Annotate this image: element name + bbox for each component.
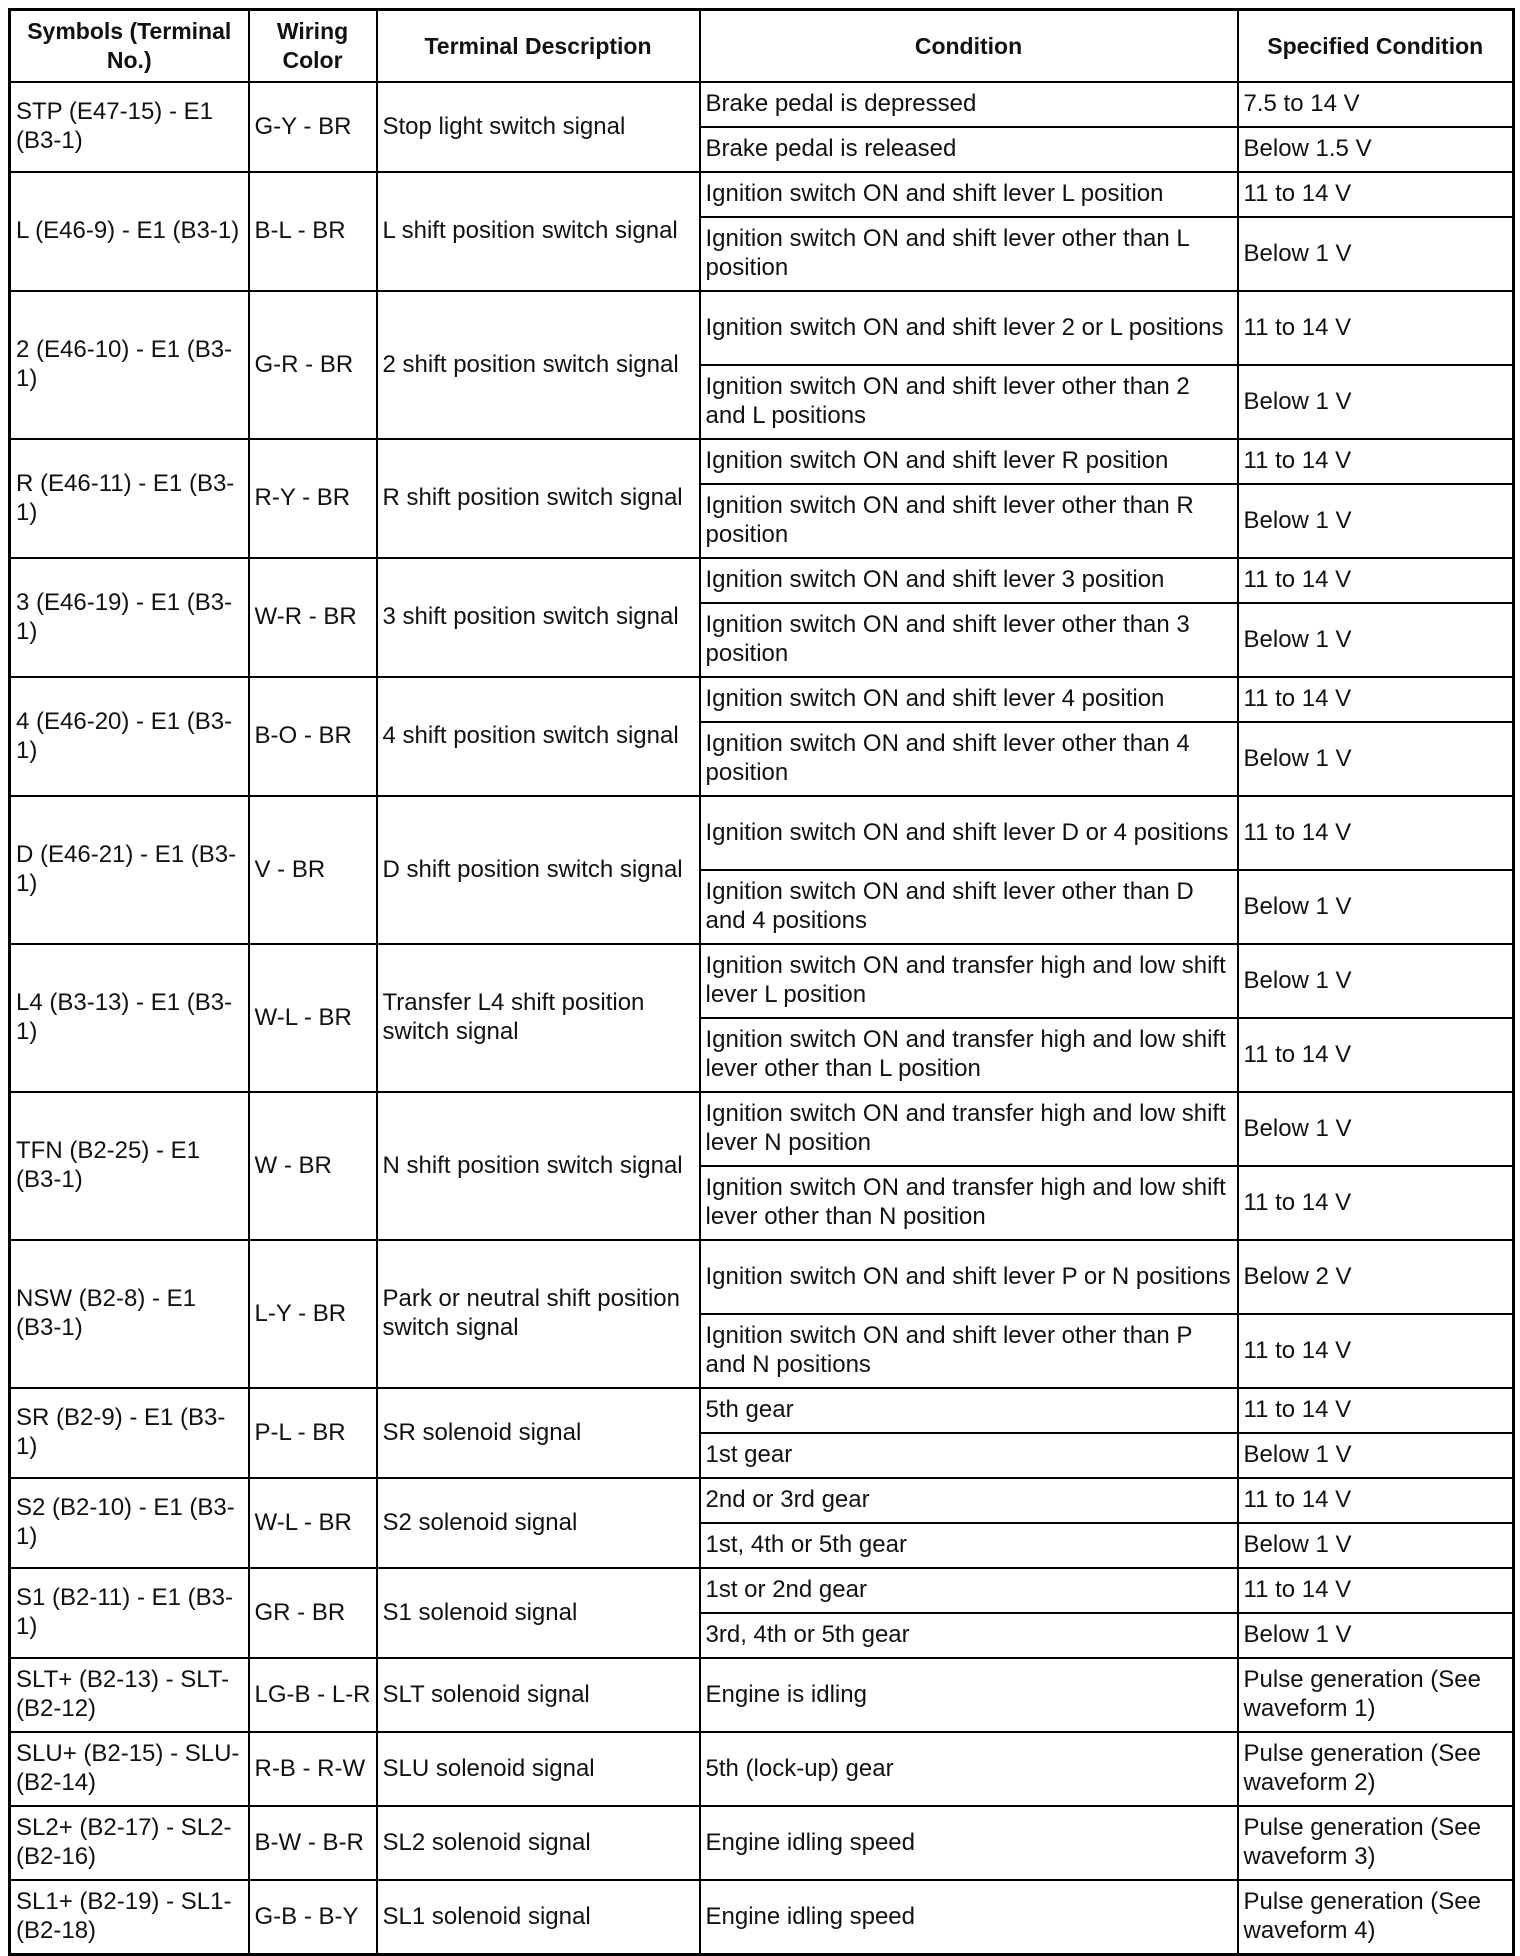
terminal-symbol-cell: D (E46-21) - E1 (B3-1) — [10, 796, 249, 944]
condition-cell: Ignition switch ON and shift lever 4 position — [700, 677, 1238, 722]
condition-cell: Ignition switch ON and shift lever 3 position — [700, 558, 1238, 603]
wiring-color-cell: G-B - B-Y — [249, 1880, 377, 1955]
wiring-color-cell: W-L - BR — [249, 944, 377, 1092]
specified-condition-cell: Below 1 V — [1238, 217, 1514, 291]
specified-condition-cell: Below 1 V — [1238, 944, 1514, 1018]
specified-condition-cell: 11 to 14 V — [1238, 796, 1514, 870]
terminal-table — [8, 8, 1515, 1956]
header-condition: Condition — [700, 10, 1238, 83]
terminal-symbol-cell: NSW (B2-8) - E1 (B3-1) — [10, 1240, 249, 1388]
terminal-symbol-cell: SLU+ (B2-15) - SLU- (B2-14) — [10, 1732, 249, 1806]
terminal-description-cell: L shift position switch signal — [377, 172, 700, 291]
condition-cell: Ignition switch ON and transfer high and low shift lever L position — [700, 944, 1238, 1018]
condition-cell: 1st gear — [700, 1433, 1238, 1478]
table-row — [10, 1880, 1514, 1955]
specified-condition-cell: Below 1 V — [1238, 484, 1514, 558]
terminal-symbol-cell: R (E46-11) - E1 (B3-1) — [10, 439, 249, 558]
table-row — [10, 1240, 1514, 1314]
table-row — [10, 1568, 1514, 1613]
wiring-color-cell: B-W - B-R — [249, 1806, 377, 1880]
condition-cell: Ignition switch ON and shift lever R position — [700, 439, 1238, 484]
terminal-description-cell: 4 shift position switch signal — [377, 677, 700, 796]
terminal-symbol-cell: SR (B2-9) - E1 (B3-1) — [10, 1388, 249, 1478]
condition-cell: Engine idling speed — [700, 1806, 1238, 1880]
terminal-symbol-cell: 3 (E46-19) - E1 (B3-1) — [10, 558, 249, 677]
specified-condition-cell: Below 1 V — [1238, 365, 1514, 439]
table-row — [10, 558, 1514, 603]
specified-condition-cell: 11 to 14 V — [1238, 558, 1514, 603]
terminal-description-cell: S2 solenoid signal — [377, 1478, 700, 1568]
table-row — [10, 677, 1514, 722]
terminal-symbol-cell: SLT+ (B2-13) - SLT- (B2-12) — [10, 1658, 249, 1732]
table-row — [10, 82, 1514, 127]
specified-condition-cell: Below 1 V — [1238, 1523, 1514, 1568]
wiring-color-cell: L-Y - BR — [249, 1240, 377, 1388]
specified-condition-cell: 11 to 14 V — [1238, 677, 1514, 722]
specified-condition-cell: Below 1 V — [1238, 603, 1514, 677]
wiring-color-cell: V - BR — [249, 796, 377, 944]
condition-cell: Ignition switch ON and shift lever other than 3 position — [700, 603, 1238, 677]
specified-condition-cell: Pulse generation (See waveform 1) — [1238, 1658, 1514, 1732]
terminal-description-cell: 2 shift position switch signal — [377, 291, 700, 439]
terminal-symbol-cell: S1 (B2-11) - E1 (B3-1) — [10, 1568, 249, 1658]
condition-cell: Ignition switch ON and shift lever other than 4 position — [700, 722, 1238, 796]
header-terminal-description: Terminal Description — [377, 10, 700, 83]
specified-condition-cell: Below 1 V — [1238, 1092, 1514, 1166]
table-row — [10, 796, 1514, 870]
table-row — [10, 1732, 1514, 1806]
condition-cell: Ignition switch ON and shift lever P or N positions — [700, 1240, 1238, 1314]
header-wiring-color: Wiring Color — [249, 10, 377, 83]
header-specified-condition: Specified Condition — [1238, 10, 1514, 83]
condition-cell: Ignition switch ON and transfer high and low shift lever other than N position — [700, 1166, 1238, 1240]
condition-cell: Engine is idling — [700, 1658, 1238, 1732]
table-body — [10, 82, 1514, 1955]
condition-cell: 5th gear — [700, 1388, 1238, 1433]
terminal-description-cell: SR solenoid signal — [377, 1388, 700, 1478]
specified-condition-cell: Below 1.5 V — [1238, 127, 1514, 172]
header-row — [10, 10, 1514, 83]
specified-condition-cell: Below 1 V — [1238, 870, 1514, 944]
condition-cell: Brake pedal is released — [700, 127, 1238, 172]
specified-condition-cell: Pulse generation (See waveform 4) — [1238, 1880, 1514, 1955]
terminal-symbol-cell: SL1+ (B2-19) - SL1- (B2-18) — [10, 1880, 249, 1955]
wiring-color-cell: LG-B - L-R — [249, 1658, 377, 1732]
condition-cell: Ignition switch ON and transfer high and low shift lever other than L position — [700, 1018, 1238, 1092]
specified-condition-cell: 11 to 14 V — [1238, 439, 1514, 484]
specified-condition-cell: Pulse generation (See waveform 2) — [1238, 1732, 1514, 1806]
terminal-description-cell: D shift position switch signal — [377, 796, 700, 944]
wiring-color-cell: R-B - R-W — [249, 1732, 377, 1806]
specified-condition-cell: Pulse generation (See waveform 3) — [1238, 1806, 1514, 1880]
wiring-color-cell: G-R - BR — [249, 291, 377, 439]
terminal-symbol-cell: 2 (E46-10) - E1 (B3-1) — [10, 291, 249, 439]
wiring-color-cell: W-R - BR — [249, 558, 377, 677]
terminal-description-cell: N shift position switch signal — [377, 1092, 700, 1240]
terminal-description-cell: SL2 solenoid signal — [377, 1806, 700, 1880]
condition-cell: Ignition switch ON and shift lever other than 2 and L positions — [700, 365, 1238, 439]
terminal-description-cell: SLT solenoid signal — [377, 1658, 700, 1732]
terminal-symbol-cell: S2 (B2-10) - E1 (B3-1) — [10, 1478, 249, 1568]
wiring-color-cell: R-Y - BR — [249, 439, 377, 558]
wiring-color-cell: P-L - BR — [249, 1388, 377, 1478]
terminal-description-cell: Transfer L4 shift position switch signal — [377, 944, 700, 1092]
terminal-description-cell: 3 shift position switch signal — [377, 558, 700, 677]
table-row — [10, 1092, 1514, 1166]
wiring-color-cell: W-L - BR — [249, 1478, 377, 1568]
specified-condition-cell: Below 1 V — [1238, 1433, 1514, 1478]
terminal-symbol-cell: TFN (B2-25) - E1 (B3-1) — [10, 1092, 249, 1240]
terminal-description-cell: Park or neutral shift position switch signal — [377, 1240, 700, 1388]
condition-cell: Ignition switch ON and shift lever L position — [700, 172, 1238, 217]
terminal-description-cell: Stop light switch signal — [377, 82, 700, 172]
specified-condition-cell: 11 to 14 V — [1238, 1018, 1514, 1092]
table-row — [10, 1806, 1514, 1880]
table-row — [10, 439, 1514, 484]
specified-condition-cell: 11 to 14 V — [1238, 1314, 1514, 1388]
terminal-symbol-cell: SL2+ (B2-17) - SL2- (B2-16) — [10, 1806, 249, 1880]
table-row — [10, 1658, 1514, 1732]
wiring-color-cell: B-L - BR — [249, 172, 377, 291]
terminal-description-cell: SL1 solenoid signal — [377, 1880, 700, 1955]
condition-cell: 3rd, 4th or 5th gear — [700, 1613, 1238, 1658]
specified-condition-cell: 11 to 14 V — [1238, 291, 1514, 365]
specified-condition-cell: 11 to 14 V — [1238, 1166, 1514, 1240]
condition-cell: Ignition switch ON and shift lever 2 or L positions — [700, 291, 1238, 365]
specified-condition-cell: 11 to 14 V — [1238, 1388, 1514, 1433]
table-row — [10, 944, 1514, 1018]
terminal-description-cell: R shift position switch signal — [377, 439, 700, 558]
table-row — [10, 291, 1514, 365]
header-symbols: Symbols (Terminal No.) — [10, 10, 249, 83]
wiring-color-cell: G-Y - BR — [249, 82, 377, 172]
table-row — [10, 1478, 1514, 1523]
condition-cell: 1st or 2nd gear — [700, 1568, 1238, 1613]
terminal-description-cell: S1 solenoid signal — [377, 1568, 700, 1658]
terminal-description-cell: SLU solenoid signal — [377, 1732, 700, 1806]
condition-cell: Ignition switch ON and shift lever D or 4 positions — [700, 796, 1238, 870]
condition-cell: Ignition switch ON and transfer high and low shift lever N position — [700, 1092, 1238, 1166]
condition-cell: Ignition switch ON and shift lever other than L position — [700, 217, 1238, 291]
table-row — [10, 172, 1514, 217]
condition-cell: Ignition switch ON and shift lever other than D and 4 positions — [700, 870, 1238, 944]
wiring-color-cell: GR - BR — [249, 1568, 377, 1658]
condition-cell: Ignition switch ON and shift lever other than P and N positions — [700, 1314, 1238, 1388]
condition-cell: 2nd or 3rd gear — [700, 1478, 1238, 1523]
condition-cell: 5th (lock-up) gear — [700, 1732, 1238, 1806]
specified-condition-cell: Below 1 V — [1238, 1613, 1514, 1658]
specified-condition-cell: 11 to 14 V — [1238, 1568, 1514, 1613]
specified-condition-cell: Below 1 V — [1238, 722, 1514, 796]
wiring-color-cell: W - BR — [249, 1092, 377, 1240]
terminal-symbol-cell: STP (E47-15) - E1 (B3-1) — [10, 82, 249, 172]
specified-condition-cell: 11 to 14 V — [1238, 1478, 1514, 1523]
condition-cell: 1st, 4th or 5th gear — [700, 1523, 1238, 1568]
specified-condition-cell: 11 to 14 V — [1238, 172, 1514, 217]
terminal-symbol-cell: 4 (E46-20) - E1 (B3-1) — [10, 677, 249, 796]
specified-condition-cell: Below 2 V — [1238, 1240, 1514, 1314]
table-row — [10, 1388, 1514, 1433]
condition-cell: Brake pedal is depressed — [700, 82, 1238, 127]
wiring-color-cell: B-O - BR — [249, 677, 377, 796]
specified-condition-cell: 7.5 to 14 V — [1238, 82, 1514, 127]
condition-cell: Ignition switch ON and shift lever other than R position — [700, 484, 1238, 558]
condition-cell: Engine idling speed — [700, 1880, 1238, 1955]
terminal-symbol-cell: L4 (B3-13) - E1 (B3-1) — [10, 944, 249, 1092]
terminal-symbol-cell: L (E46-9) - E1 (B3-1) — [10, 172, 249, 291]
